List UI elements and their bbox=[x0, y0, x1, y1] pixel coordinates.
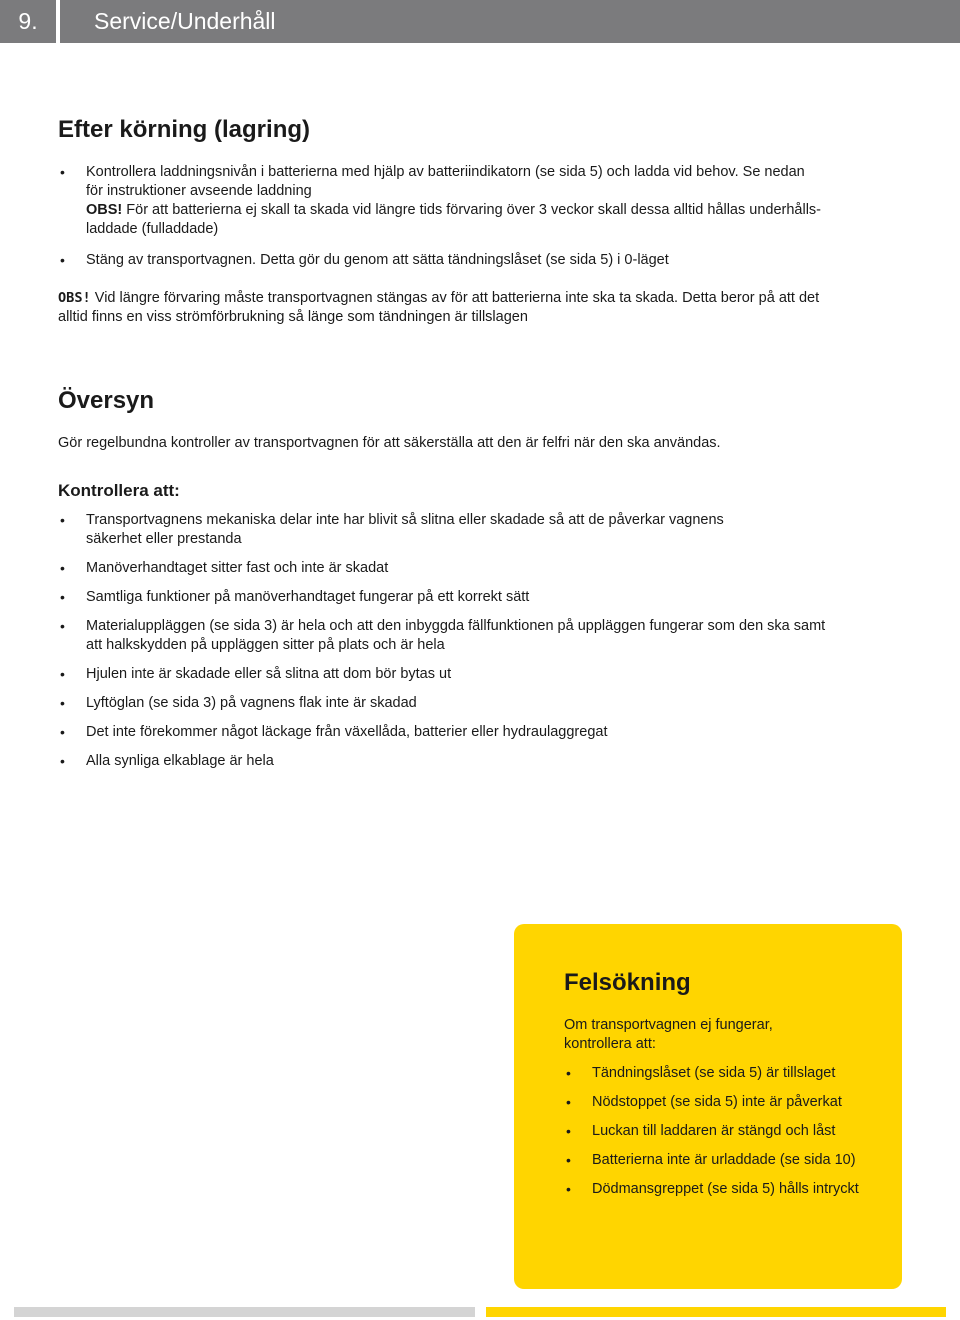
bullet-icon: • bbox=[60, 252, 65, 268]
chapter-title: Service/Underhåll bbox=[94, 8, 276, 34]
bullet-icon: • bbox=[60, 589, 65, 605]
overview-intro: Gör regelbundna kontroller av transportvagnen för att säkerställa att den är felfri när den ska användas. bbox=[58, 435, 721, 451]
footer-bar-yellow bbox=[486, 1307, 946, 1317]
bullet-icon: • bbox=[60, 753, 65, 769]
section-heading-storage: Efter körning (lagring) bbox=[58, 116, 310, 143]
storage-bullet-list bbox=[58, 163, 858, 239]
list-item bbox=[58, 251, 858, 270]
storage-obs-note bbox=[58, 289, 878, 327]
overview-bullet-4-line-1: Materialuppläggen (se sida 3) är hela och att den inbyggda fällfunktionen på uppläggen fungerar som den ska samt bbox=[86, 618, 826, 634]
troubleshooting-bullet-list bbox=[564, 1064, 884, 1199]
bullet-icon: • bbox=[566, 1181, 571, 1197]
overview-bullet-5: Hjulen inte är skadade eller så slitna att dom bör bytas ut bbox=[86, 666, 452, 682]
storage-obs-line-2: alltid finns en viss strömförbrukning så länge som tändningen är tillslagen bbox=[58, 309, 528, 325]
obs-label: OBS! bbox=[86, 202, 123, 218]
troubleshooting-bullet-4: Batterierna inte är urladdade (se sida 10) bbox=[592, 1152, 856, 1168]
overview-bullet-3: Samtliga funktioner på manöverhandtaget fungerar på ett korrekt sätt bbox=[86, 589, 530, 605]
overview-bullet-1-line-2: säkerhet eller prestanda bbox=[86, 531, 242, 547]
troubleshooting-bullet-2: Nödstoppet (se sida 5) inte är påverkat bbox=[592, 1094, 842, 1110]
troubleshooting-box bbox=[514, 924, 902, 1289]
bullet-icon: • bbox=[60, 560, 65, 576]
storage-bullet-1-line-1: Kontrollera laddningsnivån i batterierna med hjälp av batteriindikatorn (se sida 5) och ladda vid behov. Se nedan bbox=[86, 164, 805, 180]
bullet-icon: • bbox=[566, 1123, 571, 1139]
troubleshooting-intro bbox=[564, 1016, 773, 1054]
troubleshooting-bullet-1: Tändningslåset (se sida 5) är tillslaget bbox=[592, 1065, 836, 1081]
list-item bbox=[58, 559, 878, 578]
list-item bbox=[58, 511, 878, 549]
list-item bbox=[58, 163, 858, 239]
list-item bbox=[58, 588, 878, 607]
storage-bullet-1-line-2: för instruktioner avseende laddning bbox=[86, 183, 312, 199]
bullet-icon: • bbox=[60, 724, 65, 740]
list-item bbox=[58, 617, 878, 655]
bullet-icon: • bbox=[566, 1152, 571, 1168]
overview-bullet-6: Lyftöglan (se sida 3) på vagnens flak inte är skadad bbox=[86, 695, 417, 711]
list-item bbox=[58, 723, 878, 742]
list-item bbox=[58, 665, 878, 684]
bullet-icon: • bbox=[60, 512, 65, 528]
overview-bullet-4-line-2: att halkskydden på uppläggen sitter på plats och är hela bbox=[86, 637, 445, 653]
storage-bullet-1-obs-line-1: För att batterierna ej skall ta skada vid längre tids förvaring över 3 veckor skall dessa alltid hållas underhålls- bbox=[122, 202, 822, 218]
section-heading-overview: Översyn bbox=[58, 387, 155, 414]
troubleshooting-intro-line-2: kontrollera att: bbox=[564, 1036, 656, 1052]
list-item bbox=[564, 1151, 884, 1170]
list-item bbox=[564, 1180, 884, 1199]
bullet-icon: • bbox=[566, 1065, 571, 1081]
bullet-icon: • bbox=[60, 164, 65, 180]
overview-bullet-8: Alla synliga elkablage är hela bbox=[86, 753, 274, 769]
list-item bbox=[58, 752, 878, 771]
bullet-icon: • bbox=[60, 666, 65, 682]
storage-obs-line-1: Vid längre förvaring måste transportvagnen stängas av för att batterierna inte ska ta skada. Detta beror på att det bbox=[90, 290, 820, 306]
overview-bullet-2: Manöverhandtaget sitter fast och inte är skadat bbox=[86, 560, 389, 576]
troubleshooting-intro-line-1: Om transportvagnen ej fungerar, bbox=[564, 1017, 773, 1033]
obs-label: OBS! bbox=[58, 290, 91, 306]
footer-bar-gray bbox=[14, 1307, 475, 1317]
storage-bullet-1-obs-line-2: laddade (fulladdade) bbox=[86, 221, 219, 237]
chapter-header bbox=[0, 0, 960, 43]
bullet-icon: • bbox=[60, 695, 65, 711]
bullet-icon: • bbox=[566, 1094, 571, 1110]
list-item bbox=[564, 1122, 884, 1141]
overview-bullet-list bbox=[58, 511, 878, 771]
storage-bullet-list-2 bbox=[58, 251, 858, 270]
troubleshooting-heading: Felsökning bbox=[564, 969, 691, 996]
list-item bbox=[564, 1064, 884, 1083]
bullet-icon: • bbox=[60, 618, 65, 634]
troubleshooting-bullet-5: Dödmansgreppet (se sida 5) hålls intryckt bbox=[592, 1181, 859, 1197]
list-item bbox=[564, 1093, 884, 1112]
storage-bullet-2-line-1: Stäng av transportvagnen. Detta gör du genom att sätta tändningslåset (se sida 5) i 0-läget bbox=[86, 252, 669, 268]
overview-subheading: Kontrollera att: bbox=[58, 481, 180, 500]
overview-bullet-1-line-1: Transportvagnens mekaniska delar inte har blivit så slitna eller skadade så att de påverkar vagnens bbox=[86, 512, 724, 528]
header-divider bbox=[56, 0, 60, 43]
troubleshooting-bullet-3: Luckan till laddaren är stängd och låst bbox=[592, 1123, 836, 1139]
list-item bbox=[58, 694, 878, 713]
overview-bullet-7: Det inte förekommer något läckage från växellåda, batterier eller hydraulaggregat bbox=[86, 724, 608, 740]
chapter-number: 9. bbox=[18, 8, 38, 34]
